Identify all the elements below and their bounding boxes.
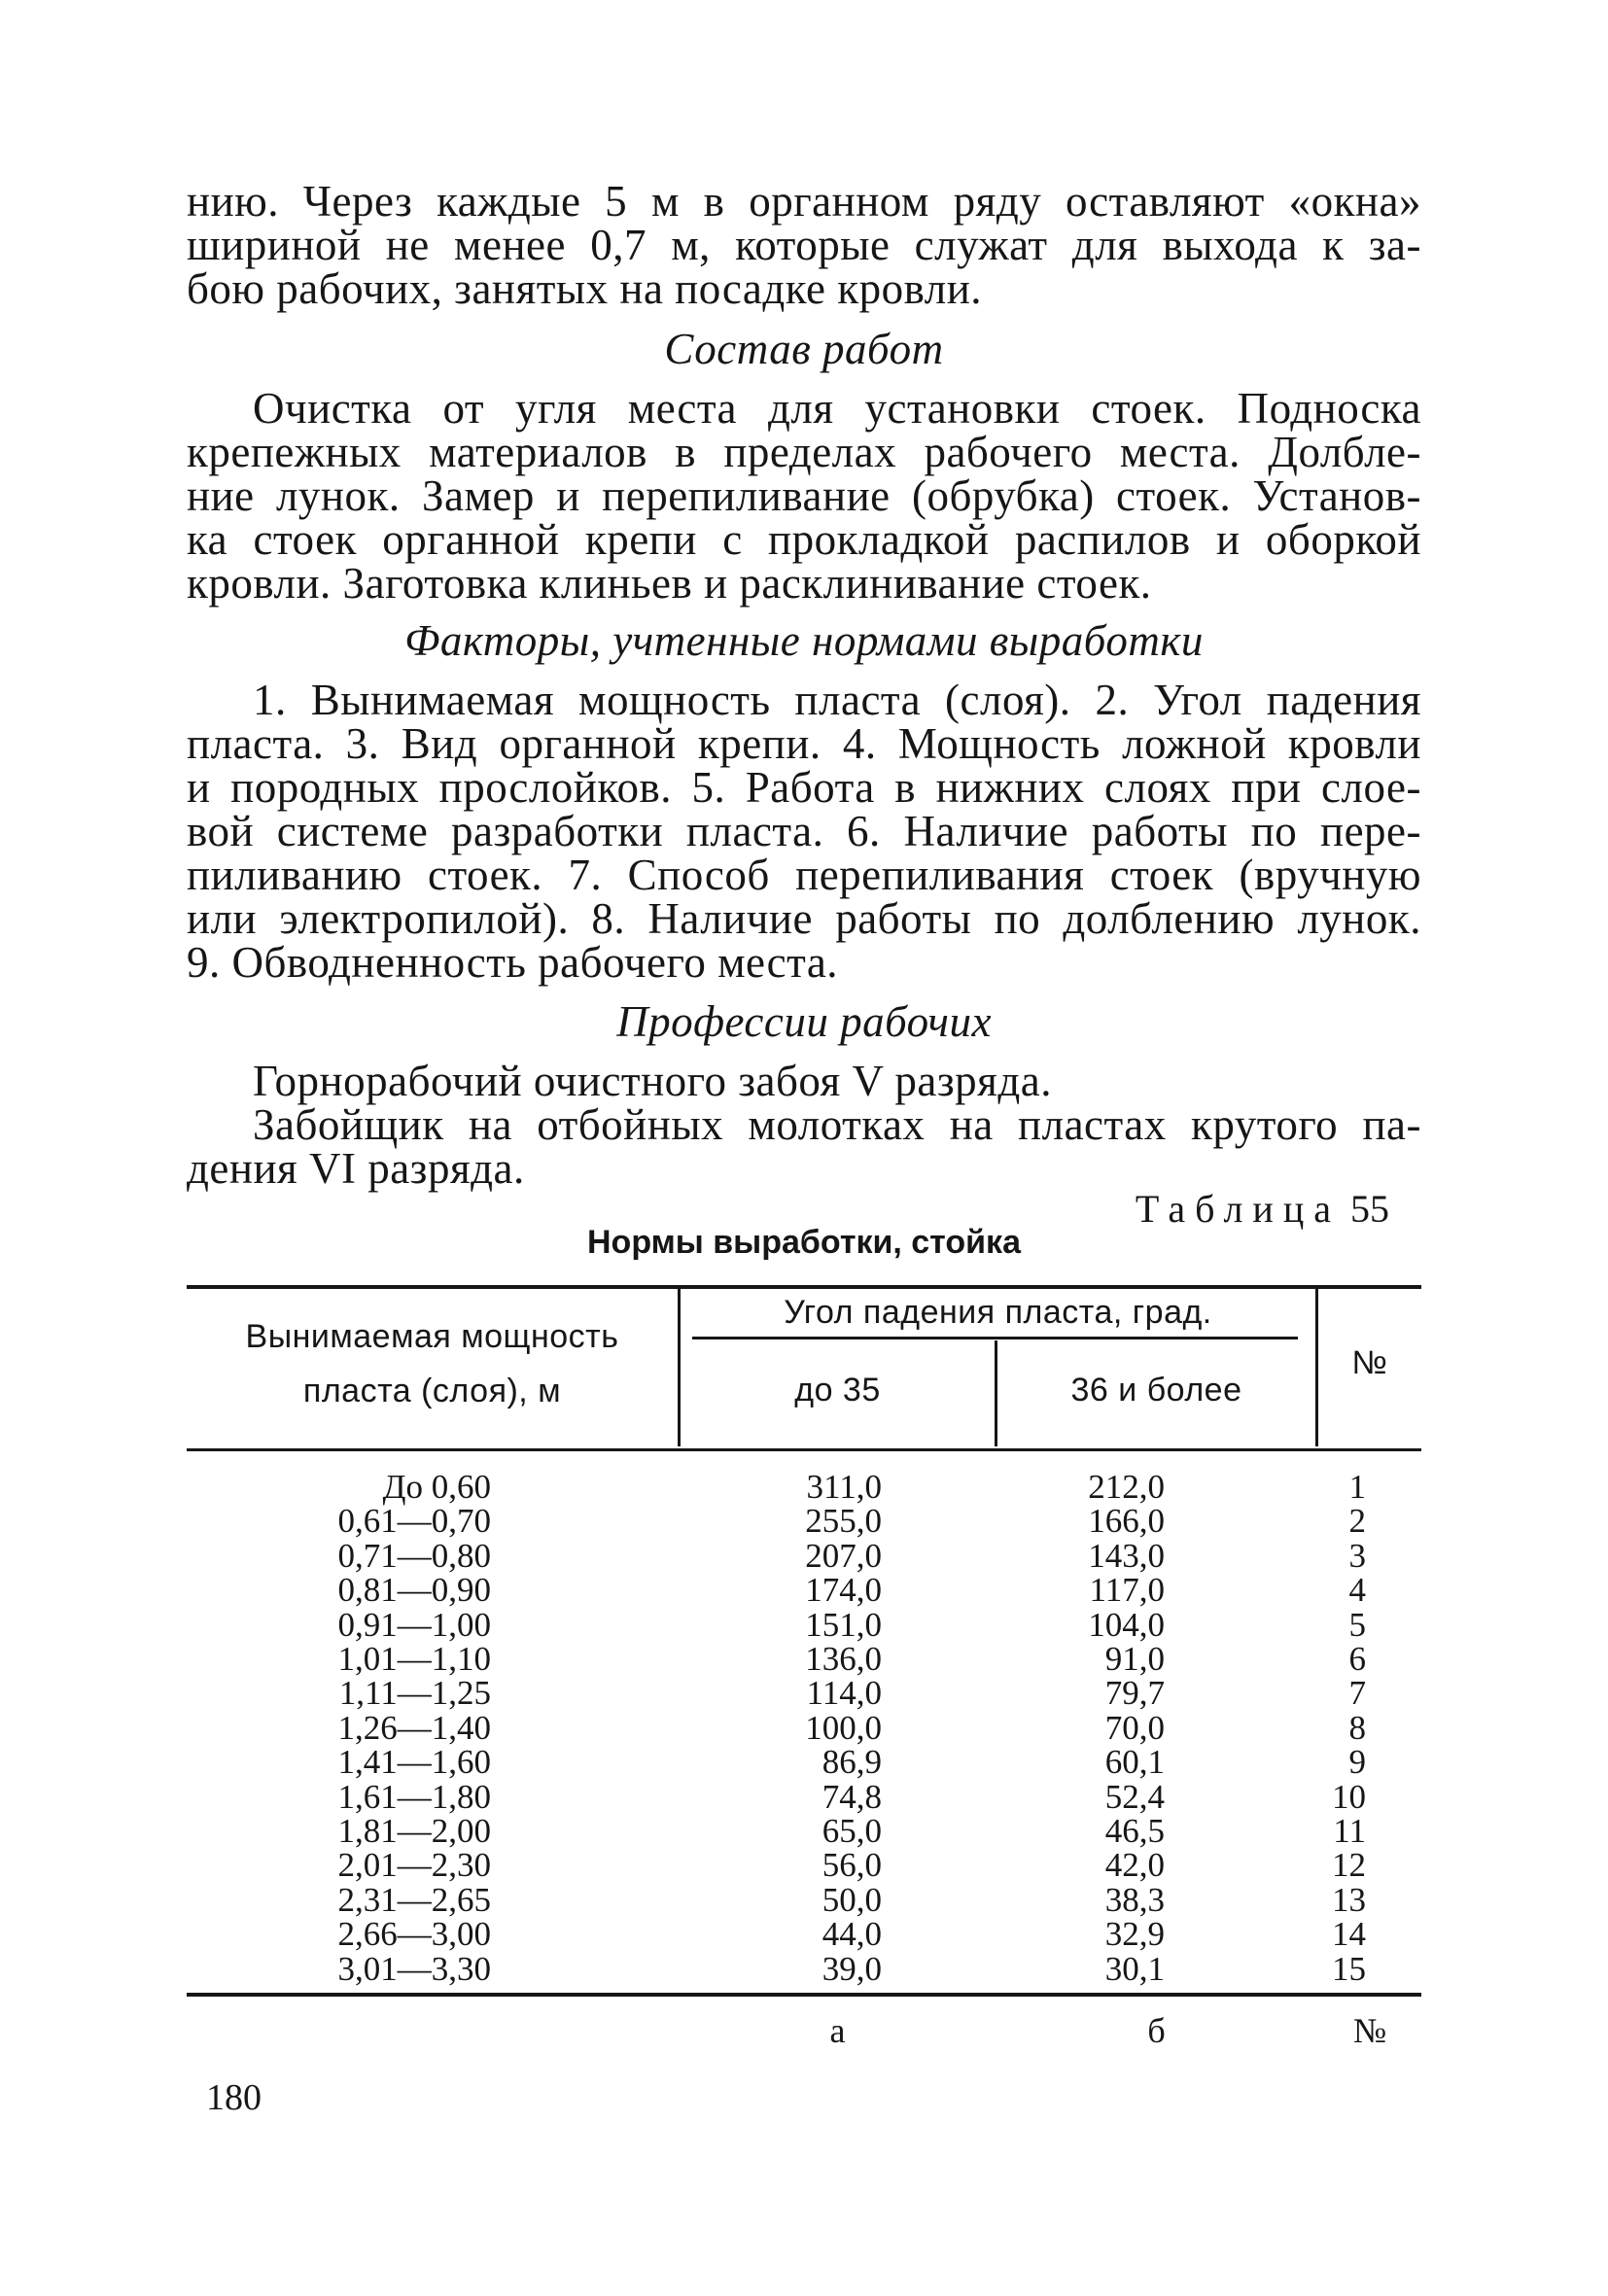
paragraph-line: вой системе разработки пласта. 6. Наличие работы по пере-	[187, 807, 1421, 855]
footer-col-no: №	[1352, 2011, 1387, 2050]
cell-row-number: 4	[1348, 1571, 1366, 1610]
intro-paragraph	[187, 177, 1421, 313]
paragraph-line: Забойщик на отбойных молотках на пластах крутого па-	[253, 1100, 1421, 1149]
header-thickness-line: пласта (слоя), м	[302, 1373, 562, 1409]
paragraph-line: Очистка от угля места для установки стоек. Подноска	[253, 384, 1421, 433]
cell-thickness: 2,66—3,00	[337, 1915, 491, 1954]
intro-line: шириной не менее 0,7 м, которые служат для выхода к за-	[187, 221, 1421, 269]
cell-row-number: 13	[1332, 1880, 1366, 1919]
cell-row-number: 1	[1348, 1468, 1366, 1506]
intro-line: нию. Через каждые 5 м в органном ряду оставляют «окна»	[187, 177, 1421, 226]
cell-col-a: 114,0	[806, 1674, 882, 1713]
cell-col-a: 255,0	[805, 1502, 882, 1541]
cell-col-a: 207,0	[805, 1536, 882, 1575]
cell-row-number: 8	[1348, 1708, 1366, 1747]
cell-col-a: 136,0	[805, 1640, 882, 1678]
work-composition-paragraph	[187, 384, 1421, 608]
header-angle-group: Угол падения пласта, град.	[784, 1294, 1212, 1331]
footer-col-a: а	[829, 2011, 846, 2050]
cell-col-a: 50,0	[821, 1880, 882, 1919]
cell-col-a: 151,0	[805, 1605, 882, 1644]
cell-thickness: 1,81—2,00	[337, 1812, 491, 1850]
cell-col-a: 39,0	[821, 1949, 882, 1988]
cell-col-a: 100,0	[805, 1708, 882, 1747]
cell-col-b: 32,9	[1104, 1915, 1165, 1954]
paragraph-line: Горнорабочий очистного забоя V разряда.	[253, 1057, 1052, 1105]
cell-row-number: 11	[1333, 1812, 1366, 1850]
cell-col-a: 65,0	[821, 1812, 882, 1850]
cell-row-number: 9	[1348, 1743, 1366, 1782]
section-heading-professions: Профессии рабочих	[616, 997, 992, 1046]
cell-thickness: 2,31—2,65	[337, 1880, 491, 1919]
cell-col-b: 143,0	[1088, 1536, 1165, 1575]
header-thickness-line: Вынимаемая мощность	[245, 1318, 619, 1355]
table-label: Таблица	[1135, 1187, 1341, 1231]
header-col-no: №	[1351, 1344, 1388, 1381]
table-bottom-rule	[187, 1993, 1421, 1997]
professions-paragraph	[187, 1057, 1421, 1193]
cell-col-a: 174,0	[805, 1571, 882, 1610]
cell-thickness: 1,61—1,80	[337, 1777, 491, 1816]
table-caption: Нормы выработки, стойка	[587, 1224, 1021, 1261]
cell-col-a: 311,0	[806, 1468, 882, 1506]
cell-row-number: 14	[1332, 1915, 1366, 1954]
cell-col-b: 166,0	[1088, 1502, 1165, 1541]
intro-line: бою рабочих, занятых на посадке кровли.	[187, 264, 983, 313]
cell-thickness: 2,01—2,30	[337, 1846, 491, 1885]
cell-col-a: 56,0	[821, 1846, 882, 1885]
cell-col-b: 42,0	[1104, 1846, 1165, 1885]
paragraph-line: ние лунок. Замер и перепиливание (обрубка) стоек. Установ-	[187, 471, 1421, 520]
footer-col-b: б	[1147, 2011, 1166, 2050]
cell-col-b: 117,0	[1089, 1571, 1165, 1610]
paragraph-line: ка стоек органной крепи с прокладкой распилов и оборкой	[187, 515, 1421, 564]
cell-row-number: 6	[1348, 1640, 1366, 1678]
cell-row-number: 7	[1348, 1674, 1366, 1713]
header-col-a: до 35	[794, 1372, 881, 1409]
section-heading-factors: Факторы, учтенные нормами выработки	[404, 616, 1204, 665]
cell-row-number: 10	[1332, 1777, 1366, 1816]
paragraph-line: кровли. Заготовка клиньев и расклинивание стоек.	[187, 559, 1152, 608]
page-number: 180	[206, 2077, 262, 2118]
table-header-rule	[187, 1448, 1421, 1451]
cell-col-b: 70,0	[1104, 1708, 1165, 1747]
paragraph-line: пиливанию стоек. 7. Способ перепиливания стоек (вручную	[187, 851, 1421, 899]
cell-col-b: 60,1	[1104, 1743, 1165, 1782]
cell-thickness: 1,41—1,60	[337, 1743, 491, 1782]
cell-row-number: 15	[1332, 1949, 1366, 1988]
cell-thickness: 1,26—1,40	[337, 1708, 491, 1747]
header-thickness	[187, 1317, 678, 1410]
cell-col-b: 104,0	[1088, 1605, 1165, 1644]
cell-col-b: 79,7	[1104, 1674, 1165, 1713]
cell-thickness: 0,71—0,80	[337, 1536, 491, 1575]
paragraph-line: 9. Обводненность рабочего места.	[187, 938, 839, 987]
cell-row-number: 12	[1332, 1846, 1366, 1885]
cell-col-a: 86,9	[821, 1743, 882, 1782]
cell-col-b: 30,1	[1104, 1949, 1165, 1988]
cell-thickness: 1,11—1,25	[338, 1674, 491, 1713]
table-top-rule	[187, 1285, 1421, 1289]
cell-thickness: 0,91—1,00	[337, 1605, 491, 1644]
cell-thickness: 1,01—1,10	[337, 1640, 491, 1678]
table-number-value: 55	[1350, 1187, 1389, 1231]
paragraph-line: пласта. 3. Вид органной крепи. 4. Мощность ложной кровли	[187, 719, 1421, 768]
cell-thickness: До 0,60	[382, 1468, 491, 1506]
paragraph-line: 1. Вынимаемая мощность пласта (слоя). 2. Угол падения	[253, 676, 1421, 724]
paragraph-line: и породных прослойков. 5. Работа в нижних слоях при слое-	[187, 763, 1421, 812]
cell-row-number: 2	[1348, 1502, 1366, 1541]
cell-row-number: 5	[1348, 1605, 1366, 1644]
cell-thickness: 0,81—0,90	[337, 1571, 491, 1610]
header-col-b: 36 и более	[1070, 1372, 1242, 1409]
cell-row-number: 3	[1348, 1536, 1366, 1575]
table-group-rule	[692, 1337, 1298, 1339]
paragraph-line: крепежных материалов в пределах рабочего места. Долбле-	[187, 428, 1421, 476]
paragraph-line: или электропилой). 8. Наличие работы по долблению лунок.	[187, 894, 1421, 943]
cell-thickness: 3,01—3,30	[337, 1949, 491, 1988]
cell-thickness: 0,61—0,70	[337, 1502, 491, 1541]
cell-col-b: 212,0	[1088, 1468, 1165, 1506]
cell-col-a: 74,8	[821, 1777, 882, 1816]
factors-paragraph	[187, 678, 1421, 985]
cell-col-b: 91,0	[1104, 1640, 1165, 1678]
section-heading-work-composition: Состав работ	[664, 325, 944, 373]
cell-col-b: 52,4	[1104, 1777, 1165, 1816]
paragraph-line: дения VI разряда.	[187, 1144, 525, 1193]
cell-col-b: 38,3	[1104, 1880, 1165, 1919]
cell-col-b: 46,5	[1104, 1812, 1165, 1850]
cell-col-a: 44,0	[821, 1915, 882, 1954]
